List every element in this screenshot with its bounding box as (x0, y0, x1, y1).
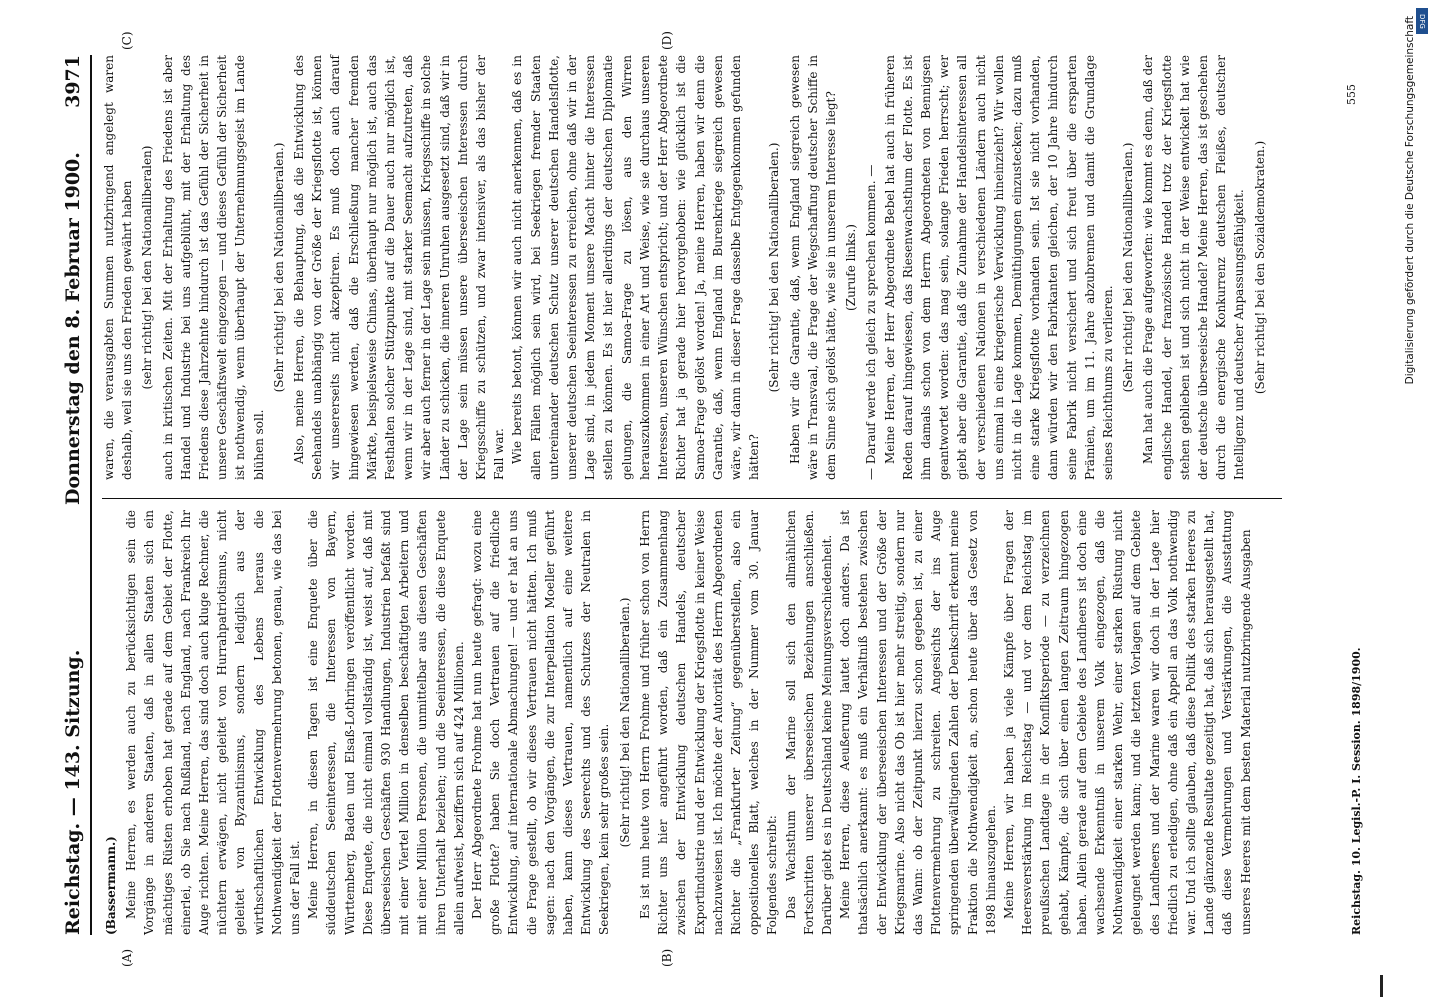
paragraph: Haben wir die Garantie, daß, wenn England siegreich gewesen wäre in Transvaal, die Frage der Wegschaffung deutscher Schiffe in dem Sinne sich gelöst hätte, wie sie in unserem Interesse liegt? (787, 55, 838, 480)
paragraph: auch in kritischen Zeiten. Mit der Erhaltung des Friedens ist aber Handel und Industrie bei uns aufgeblüht, mit der Erhaltung des Friedens diese Jahrzehnte hindurch ist das Gefühl der Sicherheit in unsere Geschäftswelt eingezogen — und dieses Gefühl der Sicherheit ist nothwendig, wenn überhaupt der Unternehmungsgeist im Lande blühen soll. (160, 55, 266, 480)
paragraph: Wie bereits betont, können wir auch nicht anerkennen, daß es in allen Fällen möglich sein wird, bei Seekriegen fremder Staaten untereinander deutschen Schutz unserer deutschen Handelsflotte, unserer deutschen Seeinteressen zu erreichen, ohne daß wir in der Lage sind, in jedem Moment unsere Macht hinter die Interessen stellen zu können. Es ist hier allerdings der deutschen Diplomatie gelungen, die Samoa-Frage zu lösen, aus den Wirren herauszukommen in einer Art und Weise, wie sie durchaus unseren Interessen, unseren Wünschen entspricht; und der Herr Abgeordnete Richter hat ja gerade hier hervorgehoben: wie glücklich ist die Samoa-Frage gelöst worden! Ja, meine Herren, haben wir denn die Garantie, daß, wenn England im Burenkriege siegreich gewesen wäre, wir dann in dieser Frage dasselbe Entgegenkommen gefunden hätten? (510, 55, 762, 480)
paragraph: Meine Herren, der Herr Abgeordnete Bebel hat auch in früheren Reden darauf hingewiesen, das Riesenwachsthum der Flotte. Es ist ihm damals schon von dem Herrn Abgeordneten von Bennigsen geantwortet worden: das mag sein, solange Frieden herrscht; wer giebt aber die Garantie, daß die Zunahme der Handelsinteressen all der verschiedenen Nationen in verschiedenen Ländern auch nicht uns einmal in eine kriegerische Verwicklung hineinzieht? Wir wollen nicht in die Lage kommen, Demüthigungen einzustecken; dazu muß eine starke Kriegsflotte vorhanden sein. Ist sie nicht vorhanden, dann würden wir den Fabrikanten gleichen, der 10 Jahre hindurch seine Fabrik nicht versichert und sich freut über die ersparten Prämien, um im 11. Jahre abzubrennen und damit die Grundlage seines Reichthums zu verlieren. (882, 55, 1115, 480)
digitization-stamp (1396, 10, 1424, 990)
header-date: Donnerstag den 8. Februar 1900. (62, 152, 84, 505)
footer-session: Reichstag. 10. Legisl.-P. I. Session. 1898/1900. (1350, 647, 1363, 935)
paragraph: Der Herr Abgeordnete Frohme hat nun heute gefragt: wozu eine große Flotte? haben Sie doch Vertrauen auf die friedliche Entwicklung, auf internationale Abmachungen! — und er hat an uns die Frage gestellt, ob wir dieses Vertrauen nicht hätten. Ich muß sagen: nach den Vorgängen, die zur Interpellation Moeller geführt haben, kann dieses Vertrauen, namentlich auf eine weitere Entwicklung des Seerechts und des Schutzes der Neutralen in Seekriegen, kein sehr großes sein. (470, 510, 612, 935)
header-page-number: 3971 (62, 55, 84, 108)
paragraph: Es ist nun heute von Herrn Frohme und früher schon von Herrn Richter uns hier angeführt worden, daß ein Zusammenhang zwischen der Entwicklung deutschen Handels, deutscher Exportindustrie und der Entwicklung der Kriegsflotte in keiner Weise nachzuweisen ist. Ich möchte der Autorität des Herrn Abgeordneten Richter die „Frankfurter Zeitung“ gegenüberstellen, also ein oppositionelles Blatt, welches in der Nummer vom 30. Januar Folgendes schreibt: (637, 510, 780, 935)
paragraph: Meine Herren, diese Aeußerung lautet doch anders. Da ist thatsächlich anerkannt: es muß ein Verhältniß bestehen zwischen der Entwicklung der überseeischen Interessen und der Größe der Kriegsmarine. Also nicht das Ob ist hier mehr streitig, sondern nur das Wann: ob der Zeitpunkt hierzu schon gegeben ist, zu einer Flottenvermehrung zu schreiten. Angesichts der ins Auge springenden überwältigenden Zahlen der Denkschrift erkennt meine Fraktion die Nothwendigkeit an, schon heute über das Gesetz von 1898 hinauszugehen. (838, 510, 998, 935)
right-column (100, 55, 1271, 480)
interjection: (Sehr richtig! bei den Nationalliberalen.) (767, 142, 782, 393)
paragraph: waren, die verausgabten Summen nutzbringend angelegt waren deshalb, weil sie uns den Frieden gewährt haben (102, 55, 135, 480)
interjection: (Zurufe links.) (844, 224, 859, 311)
interjection: (Sehr richtig! bei den Sozialdemokraten.) (1252, 140, 1267, 395)
column-divider (102, 498, 1282, 499)
paragraph: Man hat auch die Frage aufgeworfen: wie kommt es denn, daß der englische Handel, der französische Handel trotz der Kriegsflotte stehen geblieben ist und sich nicht in der Weise entwickelt hat wie der deutsche überseeische Handel? Meine Herren, das ist geschehen durch die energische Konkurrenz deutschen Fleißes, deutscher Intelligenz und deutscher Anpassungsfähigkeit. (1141, 55, 1247, 480)
interjection: (Sehr richtig! bei den Nationalliberalen.) (1121, 142, 1136, 393)
speaker-name: (Bassermann.) (104, 836, 118, 935)
quotation: Das Wachsthum der Marine soll sich den allmählichen Fortschritten unserer überseeischen Beziehungen anschließen. Darüber giebt es in Deutschland keine Meinungsverschiedenheit. (783, 510, 834, 935)
interjection: (sehr richtig! bei den Nationalliberalen) (140, 145, 155, 390)
scan-mark (1380, 975, 1383, 997)
dfg-logo: DFG (1416, 8, 1428, 34)
marker-d: (D) (660, 31, 674, 50)
paragraph: Meine Herren, wir haben ja viele Kämpfe über Fragen der Heeresverstärkung im Reichstag — und vor dem Reichstag im preußischen Landtage in der Konfliktsperiode — zu verzeichnen gehabt, Kämpfe, die sich über einen langen Zeitraum hingezogen haben. Allein gerade auf dem Gebiete des Landheers ist doch eine wachsende Erkenntniß in unserem Volk eingezogen, daß die Nothwendigkeit einer starken Wehr, einer starken Rüstung nicht geleugnet werden kann; und die letzten Vorlagen auf dem Gebiete des Landheers und der Marine waren wir doch in der Lage hier friedlich zu erledigen, ohne daß ein Appell an das Volk nothwendig war. Und ich sollte glauben, daß diese Politik des starken Heeres zu Lande glänzende Resultate gezeitigt hat, daß sich herausgestellt hat, daß diese Vermehrungen und Verstärkungen, die Ausstattung unseres Heeres mit dem besten Material nutzbringende Ausgaben (1001, 510, 1253, 935)
header-left: Reichstag. — 143. Sitzung. (62, 649, 84, 935)
marker-a: (A) (120, 948, 134, 967)
marker-b: (B) (660, 948, 674, 967)
left-column (100, 510, 1255, 935)
interjection: (Sehr richtig! bei den Nationalliberalen.) (271, 142, 286, 393)
paragraph: Also, meine Herren, die Behauptung, daß die Entwicklung des Seehandels unabhängig von der Größe der Kriegsflotte ist, können wir unsererseits nicht akzeptiren. Es muß doch auch darauf hingewiesen werden, daß die Erschließung mancher fremden Märkte, beispielsweise Chinas, überhaupt nur möglich ist, auch das Festhalten solcher Stützpunkte auf die Dauer auch nur möglich ist, wenn wir in der Lage sind, mit starker Seemacht aufzutreten, daß wir aber auch ferner in der Lage sein müssen, Kriegsschiffe in solche Länder zu schicken, die inneren Unruhen ausgesetzt sind, daß wir in der Lage sein müssen unsere überseeischen Interessen durch Kriegsschiffe zu schützen, und zwar intensiver, als das bisher der Fall war. (292, 55, 507, 480)
interjection: (Sehr richtig! bei den Nationalliberalen.) (617, 597, 632, 848)
stamp-text: Digitalisierung gefördert durch die Deutsche Forschungsgemeinschaft (1404, 16, 1416, 385)
marker-c: (C) (120, 31, 134, 50)
paragraph: Meine Herren, es werden auch zu berücksichtigen sein die Vorgänge in anderen Staaten, daß in allen Staaten sich ein mächtiges Rüsten erhoben hat gerade auf dem Gebiet der Flotte, einerlei, ob Sie nach Rußland, nach England, nach Frankreich Ihr Auge richten. Meine Herren, das sind doch auch kluge Rechner, die nüchtern erwägen, nicht geleitet von Hurrahpatriotismus, nicht geleitet von Byzantinismus, sondern lediglich aus der wirthschaftlichen Entwicklung des Lebens heraus die Nothwendigkeit der Flottenvermehrung betonen, genau, wie das bei uns der Fall ist. (124, 510, 303, 935)
page-header (50, 55, 92, 935)
paragraph: — Darauf werde ich gleich zu sprechen kommen. — (864, 164, 879, 480)
paragraph: Meine Herren, in diesen Tagen ist eine Enquete über die süddeutschen Seeinteressen, die Interessen von Bayern, Württemberg, Baden und Elsaß-Lothringen veröffentlicht worden. Diese Enquete, die nicht einmal vollständig ist, weist auf, daß mit überseeischen Geschäften 930 Handlungen, Industrien befaßt sind mit einer Viertel Million in denselben beschäftigten Arbeitern und mit einer Million Personen, die unmittelbar aus diesen Geschäften ihren Unterhalt beziehen; und die Seeinteressen, die diese Enquete allein aufweist, beziffern sich auf 424 Millionen. (306, 510, 466, 935)
footer-page-number: 555 (1345, 84, 1358, 105)
rotated-page (20, 25, 1380, 975)
